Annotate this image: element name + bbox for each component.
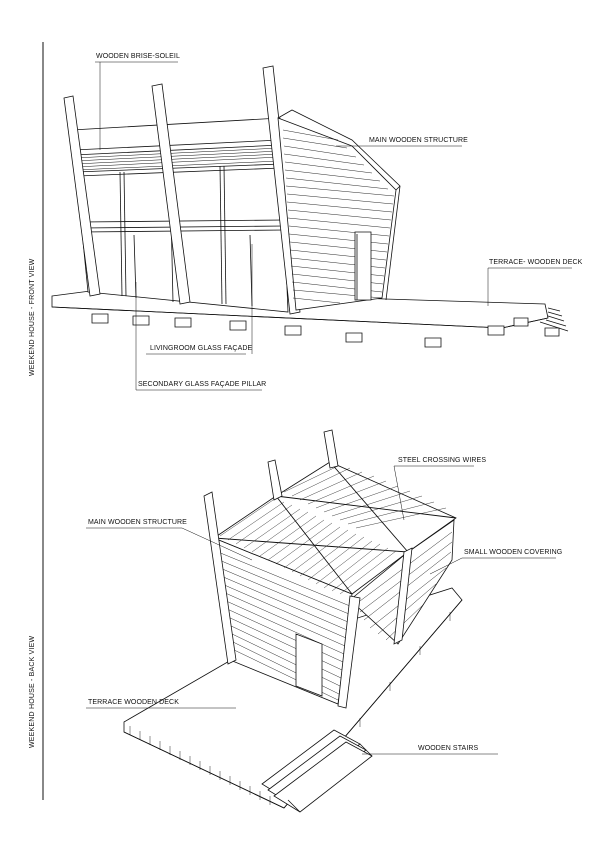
front-view-title: WEEKEND HOUSE - FRONT VIEW (29, 258, 36, 376)
label-livingroom-glass-facade: LIVINGROOM GLASS FAÇADE (150, 345, 253, 352)
label-brise-soleil: WOODEN BRISE-SOLEIL (96, 53, 180, 60)
back-door (296, 634, 322, 696)
label-secondary-glass-facade-pillar: SECONDARY GLASS FAÇADE PILLAR (138, 381, 267, 388)
back-view-title: WEEKEND HOUSE - BACK VIEW (29, 635, 36, 748)
label-wooden-stairs: WOODEN STAIRS (418, 745, 479, 752)
label-terrace-wooden-deck-back: TERRACE WOODEN DECK (88, 699, 179, 706)
label-main-wooden-structure-front: MAIN WOODEN STRUCTURE (369, 137, 468, 144)
label-small-wooden-covering: SMALL WOODEN COVERING (464, 549, 563, 556)
label-main-wooden-structure-back: MAIN WOODEN STRUCTURE (88, 519, 187, 526)
back-view-drawing (86, 430, 556, 812)
front-view-drawing (52, 62, 572, 390)
front-main-wooden-structure (278, 118, 396, 310)
label-steel-crossing-wires: STEEL CROSSING WIRES (398, 457, 487, 464)
label-terrace-wooden-deck-front: TERRACE- WOODEN DECK (489, 259, 583, 266)
